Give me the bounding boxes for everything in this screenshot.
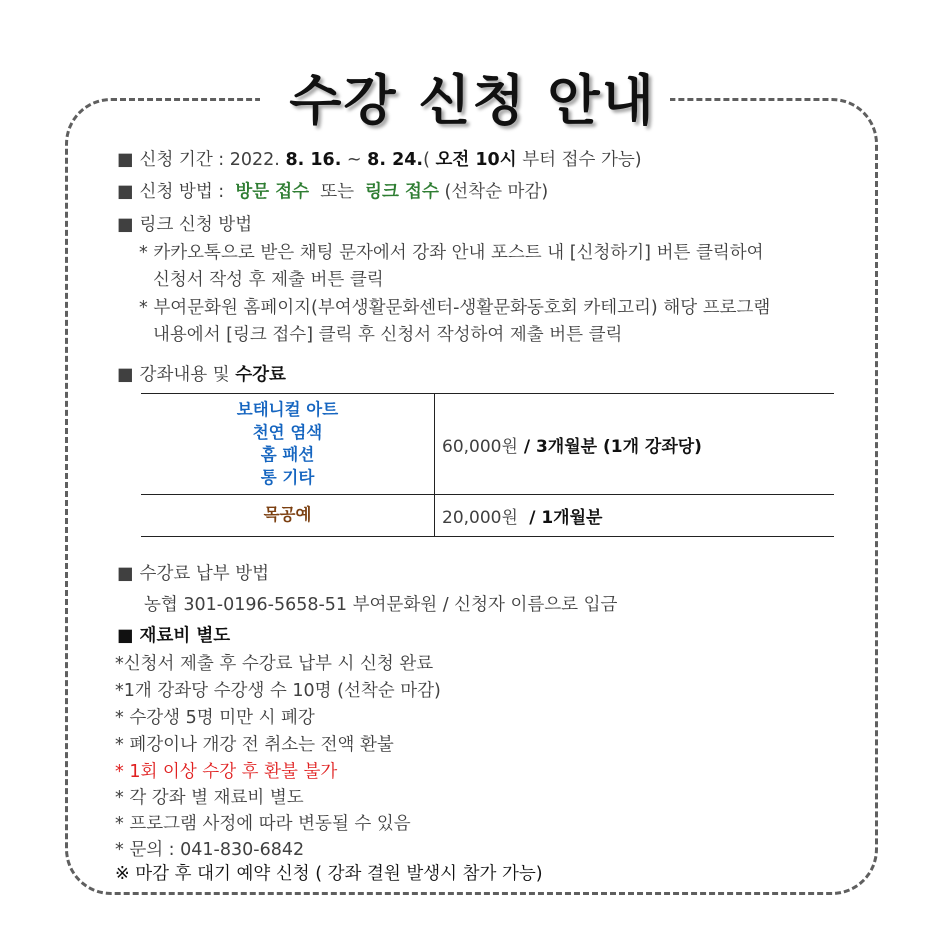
price-amount: 60,000원 <box>442 436 518 457</box>
materials-label: 재료비 별도 <box>139 626 231 646</box>
square-bullet-icon: ■ <box>117 564 134 584</box>
reference-mark: ※ <box>115 864 130 884</box>
price-cell <box>435 495 835 537</box>
period-end: 8. 24. <box>367 150 424 170</box>
link-method-label: 링크 신청 방법 <box>139 215 253 235</box>
link-method-item-2-line2: 내용에서 [링크 접수] 클릭 후 신청서 작성하여 제출 버튼 클릭 <box>153 325 623 345</box>
course-name: 통 기타 <box>260 467 315 487</box>
payment-detail: 농협 301-0196-5658-51 부여문화원 / 신청자 이름으로 입금 <box>144 595 618 615</box>
period-time: 오전 10시 <box>435 150 517 170</box>
note-item: *1개 강좌당 수강생 수 10명 (선착순 마감) <box>115 681 441 701</box>
link-method-item-2 <box>139 296 770 320</box>
course-heading-label: 강좌내용 및 <box>139 365 230 385</box>
method-visit: 방문 접수 <box>235 182 310 202</box>
asterisk-bullet: * <box>139 298 148 318</box>
square-bullet-icon: ■ <box>117 150 134 170</box>
period-line <box>117 148 642 172</box>
table-row <box>141 394 834 495</box>
course-names-cell <box>141 394 435 495</box>
footer-text: 마감 후 대기 예약 신청 ( 강좌 결원 발생시 참가 가능) <box>129 864 543 884</box>
note-item: * 문의 : 041-830-6842 <box>115 840 305 860</box>
page-title: 수강 신청 안내 <box>289 69 656 132</box>
method-line <box>117 180 548 204</box>
square-bullet-icon: ■ <box>117 182 134 202</box>
course-heading-bold: 수강료 <box>235 365 286 385</box>
method-or: 또는 <box>320 182 355 202</box>
price-amount: 20,000원 <box>442 508 518 528</box>
method-link: 링크 접수 <box>365 182 439 202</box>
course-name: 천연 염색 <box>252 422 323 442</box>
square-bullet-icon: ■ <box>117 365 134 385</box>
footer-note <box>115 862 543 886</box>
method-label: 신청 방법 : <box>139 182 225 202</box>
note-item: * 수강생 5명 미만 시 폐강 <box>115 708 315 728</box>
link-method-item-2-cont <box>153 323 622 347</box>
course-heading <box>117 363 286 387</box>
period-sep: ~ <box>341 150 368 170</box>
asterisk-bullet: * <box>139 243 148 263</box>
note-item-warning: * 1회 이상 수강 후 환불 불가 <box>115 762 338 782</box>
link-method-item-1-cont <box>153 268 384 292</box>
link-method-item-1-line2: 신청서 작성 후 제출 버튼 클릭 <box>153 270 384 290</box>
period-label: 신청 기간 : 2022. <box>139 150 280 170</box>
link-method-item-2-line1: 부여문화원 홈페이지(부여생활문화센터-생활문화동호회 카테고리) 해당 프로그램 <box>153 298 771 318</box>
note-item: * 각 강좌 별 재료비 별도 <box>115 788 304 808</box>
price-cell <box>435 394 835 495</box>
price-unit: / 3개월분 (1개 강좌당) <box>517 436 702 457</box>
square-bullet-icon: ■ <box>117 215 134 235</box>
note-item: * 프로그램 사정에 따라 변동될 수 있음 <box>115 814 411 834</box>
square-bullet-icon: ■ <box>117 626 134 646</box>
period-start: 8. 16. <box>285 150 342 170</box>
payment-label: 수강료 납부 방법 <box>139 564 270 584</box>
payment-heading <box>117 562 269 586</box>
period-rest: 부터 접수 가능) <box>516 150 642 170</box>
method-note: (선착순 마감) <box>444 182 549 202</box>
course-name: 보태니컬 아트 <box>236 400 339 419</box>
period-open: ( <box>423 150 436 170</box>
course-name: 홈 패션 <box>260 445 315 464</box>
materials-heading <box>117 624 230 648</box>
table-row <box>141 495 834 537</box>
note-item: *신청서 제출 후 수강료 납부 시 신청 완료 <box>115 654 434 674</box>
link-method-item-1 <box>139 241 764 265</box>
link-method-item-1-line1: 카카오톡으로 받은 채팅 문자에서 강좌 안내 포스트 내 [신청하기] 버튼 클릭하여 <box>153 243 764 263</box>
note-item: * 폐강이나 개강 전 취소는 전액 환불 <box>115 735 394 755</box>
price-unit: / 1개월분 <box>523 508 603 528</box>
link-method-heading <box>117 213 252 237</box>
fee-table <box>141 393 834 537</box>
course-name: 목공예 <box>141 495 435 537</box>
